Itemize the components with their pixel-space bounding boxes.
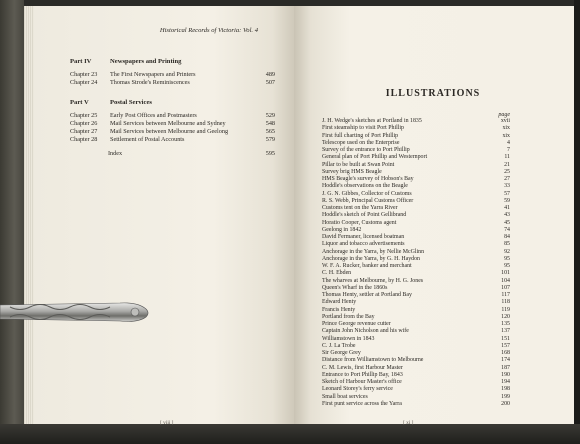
illustrations-heading: ILLUSTRATIONS	[385, 88, 481, 99]
illustration-row	[322, 176, 510, 183]
part-title: Postal Services	[110, 99, 152, 106]
index-page: 595	[265, 150, 275, 157]
illustration-title: Sketch of Harbour Master's office	[322, 379, 402, 385]
illustration-page: 157	[501, 342, 510, 349]
illustration-title: Liquor and tobacco advertisements	[322, 241, 405, 248]
illustration-page: 151	[501, 335, 510, 342]
illustration-row	[322, 234, 510, 241]
illustration-title: J. G. N. Gibbes, Collector of Customs	[322, 190, 412, 197]
chapter-label: Chapter 26	[70, 120, 98, 127]
illustration-row	[322, 285, 510, 292]
illustration-row	[322, 220, 510, 227]
illustration-title: General plan of Port Phillip and Westernport	[322, 154, 428, 161]
part-label: Part V	[70, 99, 89, 106]
illustration-row	[322, 125, 510, 132]
toc-row	[70, 112, 275, 120]
illustration-title: R. S. Webb, Principal Customs Officer	[322, 197, 414, 204]
illustration-row	[322, 227, 510, 234]
illustration-page: xvii	[500, 118, 510, 124]
illustration-row	[322, 256, 510, 263]
illustration-row	[322, 343, 510, 350]
illustration-title: Geelong in 1842	[322, 226, 362, 233]
chapter-label: Chapter 25	[70, 112, 98, 119]
illustration-page: 21	[504, 161, 510, 168]
page-edges	[24, 6, 34, 424]
illustration-row	[322, 270, 510, 277]
illustration-row	[322, 401, 510, 408]
illustration-page: 190	[501, 371, 510, 378]
illustration-row	[322, 212, 510, 219]
chapter-label: Chapter 23	[70, 71, 98, 78]
illustration-title: Hoddle's observations on the Beagle	[322, 183, 408, 190]
chapter-title: Thomas Strode's Reminiscences	[110, 79, 190, 86]
chapter-label: Chapter 24	[70, 79, 98, 86]
illustration-page: 95	[504, 263, 510, 269]
illustration-row	[322, 191, 510, 198]
illustration-row	[322, 278, 510, 285]
illustration-title: Queen's Wharf in the 1860s	[322, 284, 388, 291]
book-cover-left	[0, 0, 24, 444]
illustration-page: 198	[501, 386, 510, 393]
illustration-row	[322, 328, 510, 335]
illustration-page: 33	[504, 183, 510, 190]
illustration-title: C. J. La Trobe	[322, 342, 356, 349]
right-folio: [ xi ]	[403, 420, 414, 426]
illustration-page: 7	[507, 147, 510, 153]
illustration-page: 187	[501, 364, 510, 371]
illustration-row	[322, 140, 510, 147]
illustration-page: 11	[504, 154, 510, 161]
illustration-page: 92	[504, 248, 510, 255]
illustration-title: C. M. Lewis, first Harbour Master	[322, 364, 403, 371]
chapter-page: 548	[265, 120, 275, 127]
toc-row	[70, 128, 275, 136]
illustration-page: 74	[504, 226, 510, 233]
illustration-page: 200	[501, 400, 510, 407]
illustration-row	[322, 372, 510, 379]
chapter-page: 507	[265, 79, 275, 86]
illustration-page: xix	[502, 125, 510, 132]
illustration-page: 25	[504, 168, 510, 175]
part-title: Newspapers and Printing	[110, 58, 182, 65]
illustration-page: 118	[501, 299, 510, 306]
bookmark-clip	[0, 299, 150, 325]
chapter-title: Mail Services between Melbourne and Sydney	[110, 120, 226, 127]
illustration-row	[322, 249, 510, 256]
illustration-title: Pillar to be built at Swan Point	[322, 161, 395, 168]
illustration-page: 135	[501, 321, 510, 327]
illustration-row	[322, 118, 510, 125]
chapter-title: The First Newspapers and Printers	[110, 71, 196, 78]
illustration-row	[322, 357, 510, 364]
chapter-title: Settlement of Postal Accounts	[110, 136, 185, 143]
illustration-page: 95	[504, 255, 510, 262]
illustration-row	[322, 183, 510, 190]
illustration-page: 57	[504, 190, 510, 197]
illustration-title: David Fermaner, licensed boatman	[322, 234, 405, 240]
illustration-title: Leonard Storey's ferry service	[322, 386, 393, 393]
illustration-title: First steamship to visit Port Phillip	[322, 125, 404, 132]
chapter-title: Mail Services between Melbourne and Geelong	[110, 128, 229, 135]
index-title: Index	[108, 150, 123, 157]
left-page	[24, 6, 294, 424]
illustration-title: Captain John Nicholson and his wife	[322, 328, 409, 335]
illustration-title: Williamstown in 1843	[322, 335, 375, 342]
illustration-title: First full charting of Port Phillip	[322, 132, 399, 139]
illustration-page: 137	[501, 328, 510, 335]
illustration-title: HMS Beagle's survey of Hobson's Bay	[322, 176, 414, 182]
chapter-title: Early Post Offices and Postmasters	[110, 112, 197, 119]
illustration-row	[322, 263, 510, 270]
chapter-page: 489	[265, 71, 275, 78]
illustration-title: Hoddle's sketch of Point Gellibrand	[322, 212, 407, 219]
illustration-title: Portland from the Bay	[322, 313, 375, 320]
illustration-row	[322, 394, 510, 401]
illustration-row	[322, 365, 510, 372]
illustration-row	[322, 292, 510, 299]
illustration-title: Small boat services	[322, 393, 368, 400]
illustration-row	[322, 307, 510, 314]
chapter-page: 579	[265, 136, 275, 143]
illustration-title: J. H. Wedge's sketches at Portland in 1835	[322, 118, 422, 124]
part-label: Part IV	[70, 58, 92, 65]
book-cover-bottom	[0, 424, 580, 444]
illustration-page: 59	[504, 197, 510, 204]
toc-index-row	[108, 150, 275, 158]
illustration-page: 43	[504, 212, 510, 219]
illustration-page: 199	[501, 393, 510, 400]
book-cover-right	[574, 0, 580, 444]
illustration-row	[322, 133, 510, 140]
illustration-row	[322, 336, 510, 343]
illustration-row	[322, 299, 510, 306]
illustration-page: 4	[507, 139, 510, 146]
illustration-row	[322, 386, 510, 393]
left-folio: [ viii ]	[160, 420, 174, 426]
illustration-row	[322, 198, 510, 205]
illustration-page: 104	[501, 277, 510, 284]
illustration-row	[322, 241, 510, 248]
chapter-label: Chapter 28	[70, 136, 98, 143]
illustration-page: 27	[504, 176, 510, 182]
illustration-page: 174	[501, 357, 510, 364]
chapter-label: Chapter 27	[70, 128, 98, 135]
illustration-page: 41	[504, 205, 510, 211]
illustration-page: 107	[501, 284, 510, 291]
illustration-title: Edward Henty	[322, 299, 357, 306]
illustration-title: Telescope used on the Enterprise	[322, 139, 400, 146]
illustration-title: Customs tent on the Yarra River	[322, 205, 398, 211]
illustration-title: The wharves at Melbourne, by H. G. Jones	[322, 277, 424, 284]
illustration-row	[322, 154, 510, 161]
chapter-page: 565	[265, 128, 275, 135]
illustration-page: 101	[501, 270, 510, 277]
illustration-page: 168	[501, 350, 510, 356]
illustration-page: xix	[502, 132, 510, 139]
illustration-title: Distance from Williamstown to Melbourne	[322, 357, 424, 364]
illustration-title: Thomas Henty, settler at Portland Bay	[322, 292, 412, 298]
illustration-title: Francis Henty	[322, 306, 356, 313]
illustration-title: First punt service across the Yarra	[322, 400, 402, 407]
illustration-page: 85	[504, 241, 510, 248]
illustration-title: Entrance to Port Phillip Bay, 1843	[322, 371, 403, 378]
toc-row	[70, 71, 275, 79]
illustration-row	[322, 169, 510, 176]
illustration-title: Anchorage in the Yarra, by Nellie McGlinn	[322, 248, 425, 255]
illustration-title: Anchorage in the Yarra, by G. H. Haydon	[322, 255, 420, 262]
illustration-title: C. H. Ebden	[322, 270, 352, 277]
illustration-title: W. F. A. Rucker, banker and merchant	[322, 263, 412, 269]
running-head: Historical Records of Victoria: Vol. 4	[159, 27, 258, 34]
illustration-page: 84	[504, 234, 510, 240]
illustration-page: 120	[501, 313, 510, 320]
illustration-page: 194	[501, 379, 510, 385]
chapter-page: 529	[265, 112, 275, 119]
illustration-page: 119	[501, 306, 510, 313]
illustration-title: Horatio Cooper, Customs agent	[322, 219, 397, 226]
illustration-row	[322, 314, 510, 321]
illustration-title: Prince George revenue cutter	[322, 321, 391, 327]
illustration-title: Survey of the entrance to Port Phillip	[322, 147, 410, 153]
toc-row	[70, 136, 275, 144]
illustration-row	[322, 162, 510, 169]
toc-row	[70, 120, 275, 128]
illustration-title: Sir George Grey	[322, 350, 361, 356]
illustration-title: Survey brig HMS Beagle	[322, 168, 382, 175]
illustration-page: 117	[501, 292, 510, 298]
toc-row	[70, 79, 275, 87]
page-column-label: page	[498, 112, 510, 118]
illustration-page: 45	[504, 219, 510, 226]
